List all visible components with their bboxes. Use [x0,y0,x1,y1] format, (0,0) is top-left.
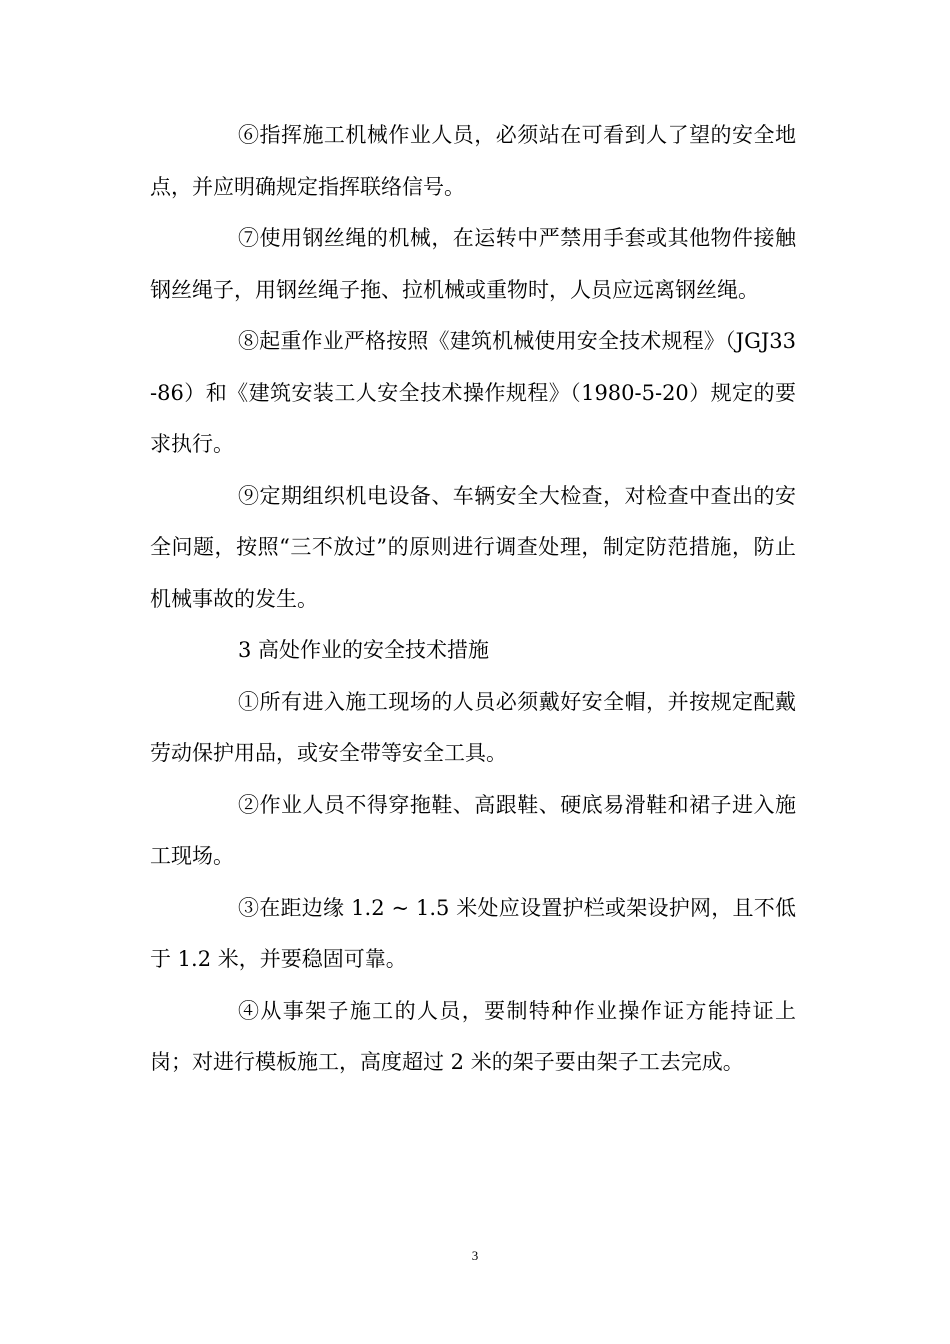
paragraph-inspection: ⑨定期组织机电设备、车辆安全大检查，对检查中查出的安全问题，按照“三不放过”的原则进行调查处理，制定防范措施，防止机械事故的发生。 [150,483,796,611]
paragraph-helmet: ①所有进入施工现场的人员必须戴好安全帽，并按规定配戴劳动保护用品，或安全带等安全工具。 [150,689,796,765]
paragraph-machine-signal: ⑥指挥施工机械作业人员，必须站在可看到人了望的安全地点，并应明确规定指挥联络信号。 [150,123,796,199]
paragraph-scaffold: ④从事架子施工的人员，要制特种作业操作证方能持证上岗；对进行模板施工，高度超过 2 米的架子要由架子工去完成。 [150,998,796,1074]
section-heading-high-work: 3 高处作业的安全技术措施 [238,638,490,662]
paragraph-footwear: ②作业人员不得穿拖鞋、高跟鞋、硬底易滑鞋和裙子进入施工现场。 [150,792,796,868]
paragraph-lifting-rules: ⑧起重作业严格按照《建筑机械使用安全技术规程》（JGJ33-86）和《建筑安装工人安全技术操作规程》（1980-5-20）规定的要求执行。 [150,329,796,456]
document-body [150,110,796,1089]
paragraph-wire-rope: ⑦使用钢丝绳的机械，在运转中严禁用手套或其他物件接触钢丝绳子，用钢丝绳子拖、拉机械或重物时，人员应远离钢丝绳。 [150,226,796,302]
page-number: 3 [471,1248,479,1263]
paragraph-guardrail: ③在距边缘 1.2 ~ 1.5 米处应设置护栏或架设护网，且不低于 1.2 米，并要稳固可靠。 [150,895,796,971]
